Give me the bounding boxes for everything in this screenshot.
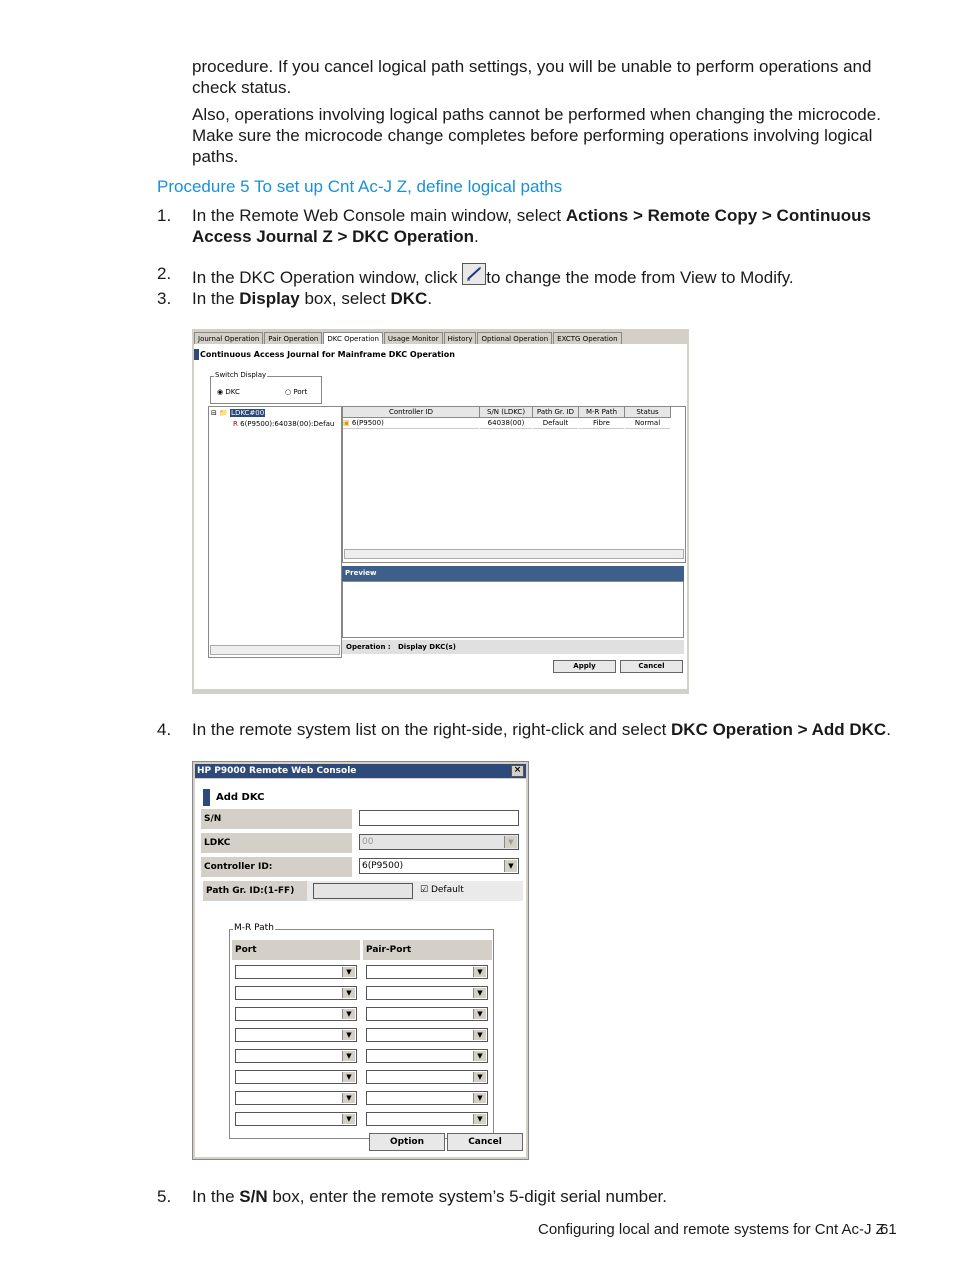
step-punct: . (886, 720, 891, 739)
tree-child[interactable] (233, 420, 334, 428)
close-icon[interactable]: × (511, 765, 524, 777)
port-select[interactable] (235, 1007, 357, 1021)
step-bold-display: Display (239, 289, 300, 308)
operation-label: Operation : (346, 643, 391, 651)
dialog-heading: Add DKC (216, 792, 265, 803)
dkc-operation-screenshot (192, 329, 689, 694)
col-sn[interactable]: S/N (LDKC) (480, 407, 533, 418)
step-punct: . (474, 227, 479, 246)
step-text-after: to change the mode from View to Modify. (486, 268, 794, 287)
step-text: In the Remote Web Console main window, select (192, 206, 566, 225)
chevron-down-icon[interactable]: ▼ (473, 967, 486, 977)
controller-id-value: 6(P9500) (362, 861, 404, 871)
cell-sn: 64038(00) (480, 418, 532, 429)
apply-button[interactable]: Apply (553, 660, 616, 673)
step-number: 3. (157, 289, 172, 308)
grid-hscrollbar[interactable] (344, 549, 684, 559)
dialog-titlebar (195, 764, 526, 778)
port-select[interactable] (235, 1112, 357, 1126)
step-text-mid: box, select (299, 289, 391, 308)
cell-mr-path: Fibre (579, 418, 624, 429)
dkc-node-icon: R (233, 420, 238, 428)
mr-path-group (229, 923, 494, 1139)
controller-id-select[interactable] (359, 858, 519, 874)
chevron-down-icon[interactable]: ▼ (342, 1114, 355, 1124)
step-text: In the (192, 1187, 240, 1206)
pair-port-select[interactable] (366, 1091, 488, 1105)
mr-path-legend: M-R Path (234, 923, 274, 933)
chevron-down-icon[interactable]: ▼ (473, 1009, 486, 1019)
add-dkc-body (195, 779, 526, 1157)
chevron-down-icon: ▼ (504, 836, 517, 848)
cancel-button[interactable]: Cancel (620, 660, 683, 673)
col-mr-path[interactable]: M-R Path (579, 407, 625, 418)
operation-status (342, 640, 684, 654)
dialog-title: HP P9000 Remote Web Console (197, 766, 357, 776)
tab-pair-operation[interactable]: Pair Operation (264, 332, 322, 345)
chevron-down-icon[interactable]: ▼ (342, 1009, 355, 1019)
preview-area (342, 581, 684, 638)
footer-text: Configuring local and remote systems for Cnt Ac-J Z (538, 1221, 885, 1238)
cell-path-gr: Default (533, 418, 578, 429)
tree-child-label: 6(P9500):64038(00):Defau (240, 420, 335, 428)
path-gr-label: Path Gr. ID:(1-FF) (203, 881, 309, 901)
operation-value: Display DKC(s) (397, 643, 456, 651)
pair-port-select[interactable] (366, 1007, 488, 1021)
chevron-down-icon[interactable]: ▼ (473, 1030, 486, 1040)
chevron-down-icon[interactable]: ▼ (342, 1030, 355, 1040)
chevron-down-icon[interactable]: ▼ (473, 1051, 486, 1061)
tab-optional-operation[interactable]: Optional Operation (477, 332, 552, 345)
intro-paragraph-2: Also, operations involving logical paths cannot be performed when changing the microcode. Make sure the microcode change completes before performing operations involving logical paths. (192, 105, 881, 166)
pair-port-select[interactable] (366, 965, 488, 979)
chevron-down-icon[interactable]: ▼ (342, 967, 355, 977)
pair-port-select[interactable] (366, 1049, 488, 1063)
radio-dkc-label: DKC (225, 388, 240, 396)
cell-controller-id: 6(P9500) (351, 419, 384, 427)
chevron-down-icon[interactable]: ▼ (473, 988, 486, 998)
default-checkbox-label: Default (430, 885, 464, 895)
dkc-row-icon: ▣ (343, 419, 350, 427)
port-select[interactable] (235, 1049, 357, 1063)
step-menu-path: Actions > Remote Copy > Continuous Access Journal Z > DKC Operation (192, 206, 871, 246)
switch-display-legend: Switch Display (215, 371, 267, 379)
dkc-tree (208, 406, 342, 658)
sn-label: S/N (201, 809, 352, 829)
ldkc-label: LDKC (201, 833, 352, 853)
preview-header: Preview (342, 566, 684, 581)
port-select[interactable] (235, 1028, 357, 1042)
col-path-gr-id[interactable]: Path Gr. ID (533, 407, 579, 418)
step-text: In the DKC Operation window, click (192, 268, 463, 287)
chevron-down-icon[interactable]: ▼ (342, 1072, 355, 1082)
panel-title: Continuous Access Journal for Mainframe DKC Operation (200, 350, 455, 359)
step-text: In the remote system list on the right-side, right-click and select (192, 720, 672, 739)
tree-hscrollbar[interactable] (210, 645, 340, 655)
chevron-down-icon[interactable]: ▼ (342, 1051, 355, 1061)
radio-port-label: Port (293, 388, 308, 396)
step-bold-dkc: DKC (390, 289, 428, 308)
chevron-down-icon[interactable]: ▼ (342, 988, 355, 998)
ldkc-select (359, 834, 519, 850)
chevron-down-icon[interactable]: ▼ (342, 1093, 355, 1103)
tab-exctg-operation[interactable]: EXCTG Operation (553, 332, 621, 345)
step-text: In the (192, 289, 240, 308)
table-row[interactable] (343, 418, 479, 429)
switch-display-group (210, 371, 322, 404)
col-controller-id[interactable]: Controller ID (343, 407, 480, 418)
chevron-down-icon[interactable]: ▼ (504, 860, 517, 872)
radio-dkc[interactable]: ◉ DKC (217, 388, 240, 396)
radio-port[interactable]: ○ Port (285, 388, 308, 396)
port-select[interactable] (235, 965, 357, 979)
add-dkc-dialog-screenshot (192, 761, 529, 1160)
option-button[interactable]: Option (369, 1133, 445, 1151)
dkc-operation-panel (194, 344, 687, 689)
tab-usage-monitor[interactable]: Usage Monitor (384, 332, 443, 345)
pair-port-select[interactable] (366, 1070, 488, 1084)
remote-dkc-list[interactable] (342, 406, 686, 563)
step-number: 5. (157, 1187, 172, 1206)
intro-paragraph-1: procedure. If you cancel logical path settings, you will be unable to perform operations and check status. (192, 57, 872, 97)
step-menu-path: DKC Operation > Add DKC (671, 720, 887, 739)
cell-status: Normal (625, 418, 670, 429)
step-number: 2. (157, 264, 172, 283)
step-number: 1. (157, 206, 172, 225)
tab-dkc-operation[interactable]: DKC Operation (323, 332, 383, 345)
modify-mode-icon (462, 263, 486, 285)
folder-icon: 📁 (219, 409, 228, 417)
procedure-heading: Procedure 5 To set up Cnt Ac-J Z, define logical paths (157, 177, 563, 196)
step-bold-sn: S/N (239, 1187, 268, 1206)
step-number: 4. (157, 720, 172, 739)
path-gr-input (313, 883, 413, 899)
page-number: 61 (880, 1221, 897, 1238)
chevron-down-icon[interactable]: ▼ (473, 1072, 486, 1082)
tab-journal-operation[interactable]: Journal Operation (194, 332, 263, 345)
tab-bar (194, 332, 623, 344)
tree-root[interactable]: ⊟ 📁 LDKC#00 (211, 409, 265, 417)
pair-port-select[interactable] (366, 986, 488, 1000)
ldkc-value: 00 (362, 837, 374, 847)
controller-id-label: Controller ID: (201, 857, 352, 877)
pair-port-column-header: Pair-Port (363, 940, 492, 960)
step-punct: . (427, 289, 433, 308)
step-text-after: box, enter the remote system’s 5-digit serial number. (267, 1187, 667, 1206)
port-select[interactable] (235, 986, 357, 1000)
tree-root-label: LDKC#00 (231, 409, 265, 417)
default-checkbox[interactable]: ☑ Default (420, 885, 464, 895)
port-select[interactable] (235, 1070, 357, 1084)
chevron-down-icon[interactable]: ▼ (473, 1114, 486, 1124)
pair-port-select[interactable] (366, 1028, 488, 1042)
dialog-cancel-button[interactable]: Cancel (447, 1133, 523, 1151)
sn-input[interactable] (359, 810, 519, 826)
port-select[interactable] (235, 1091, 357, 1105)
col-status[interactable]: Status (625, 407, 671, 418)
tab-history[interactable]: History (444, 332, 477, 345)
chevron-down-icon[interactable]: ▼ (473, 1093, 486, 1103)
port-column-header: Port (232, 940, 360, 960)
pair-port-select[interactable] (366, 1112, 488, 1126)
